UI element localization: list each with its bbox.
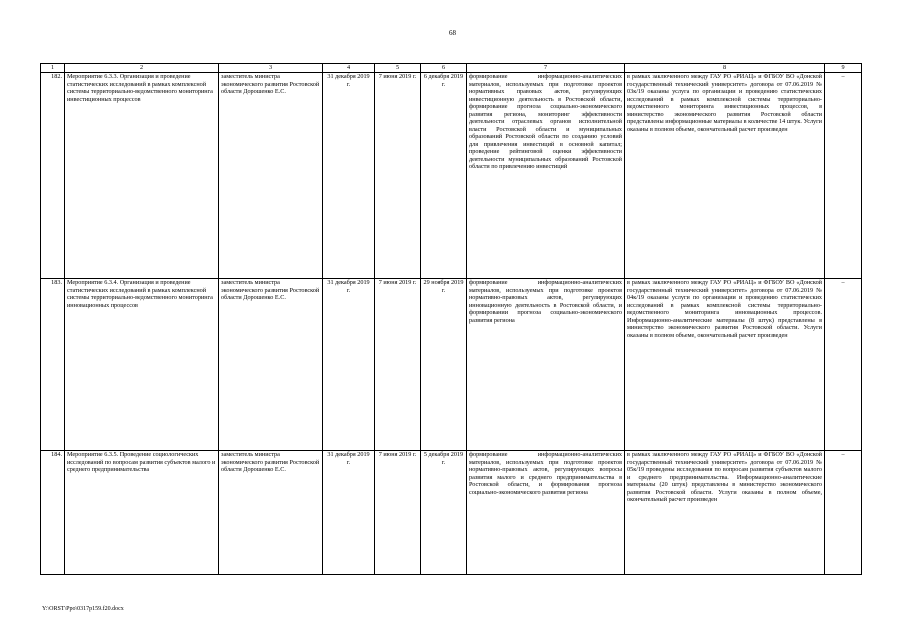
- row-number: 182.: [41, 73, 65, 279]
- actual-date: 5 декабря 2019 г.: [421, 451, 467, 575]
- row-number: 183.: [41, 279, 65, 451]
- planned-date: 31 декабря 2019 г.: [323, 279, 375, 451]
- expected-result: формирование информационно-аналитических материалов, используемых при подготовке проектов нормативных правовых актов, регулирующих инвестиционную деятельность в Ростовской области, формирование прогноза социально-экономического развития региона, мониторинг эффективности деятельности отраслевых органов исполнительной власти Ростовской области и муниципальных образований Ростовской области по созданию условий для привлечения инвестиций в основной капитал; проведение рейтинговой оценки эффективности деятельности муниципальных образований Ростовской области по привлечению инвестиций: [467, 73, 625, 279]
- column-number: 6: [421, 64, 467, 73]
- note: –: [825, 73, 862, 279]
- column-number-row: [41, 64, 862, 73]
- column-number: 7: [467, 64, 625, 73]
- note: –: [825, 451, 862, 575]
- actual-date: 29 ноября 2019 г.: [421, 279, 467, 451]
- column-number: 5: [375, 64, 421, 73]
- column-number: 9: [825, 64, 862, 73]
- event-name: Мероприятие 6.3.3. Организация и проведение статистических исследований в рамках комплексной системы территориально-ведомственного мониторинга инвестиционных процессов: [65, 73, 219, 279]
- table-row: [41, 73, 862, 279]
- responsible-person: заместитель министра экономического развития Ростовской области Дорошенко Е.С.: [219, 279, 323, 451]
- report-table: [40, 63, 862, 575]
- responsible-person: заместитель министра экономического развития Ростовской области Дорошенко Е.С.: [219, 73, 323, 279]
- actual-result: в рамках заключенного между ГАУ РО «РИАЦ» и ФГБОУ ВО «Донской государственный технический университет» договора от 07.06.2019 № 05к/19 проведены исследования по вопросам развития субъектов малого и среднего предпринимательства. Информационно-аналитические материалы (20 штук) представлены в министерство экономического развития Ростовской области. Услуги оказаны в полном объеме, окончательный расчет произведен: [625, 451, 825, 575]
- actual-date: 6 декабря 2019 г.: [421, 73, 467, 279]
- planned-date: 31 декабря 2019 г.: [323, 73, 375, 279]
- column-number: 1: [41, 64, 65, 73]
- event-name: Мероприятие 6.3.5. Проведение социологических исследований по вопросам развития субъектов малого и среднего предпринимательства: [65, 451, 219, 575]
- footer-file-path: Y:\ORST\Ppo\0317p159.f20.docx: [42, 606, 124, 612]
- start-date: 7 июня 2019 г.: [375, 279, 421, 451]
- responsible-person: заместитель министра экономического развития Ростовской области Дорошенко Е.С.: [219, 451, 323, 575]
- actual-result: в рамках заключенного между ГАУ РО «РИАЦ» и ФГБОУ ВО «Донской государственный технический университет» договора от 07.06.2019 № 03к/19 оказаны услуга по организации и проведению статистических исследований в рамках комплексной системы территориально-ведомственного мониторинга инвестиционных процессов, в министерство экономического развития Ростовской области представлены информационные материалы в количестве 14 штук. Услуги оказаны в полном объеме, окончательный расчет произведен: [625, 73, 825, 279]
- page-number: 68: [449, 29, 456, 37]
- expected-result: формирование информационно-аналитических материалов, используемых при подготовке проектов нормативно-правовых актов, регулирующих вопросы развития малого и среднего предпринимательства в Ростовской области, и формирования прогноза социально-экономического развития региона: [467, 451, 625, 575]
- start-date: 7 июня 2019 г.: [375, 451, 421, 575]
- table-row: [41, 279, 862, 451]
- planned-date: 31 декабря 2019 г.: [323, 451, 375, 575]
- column-number: 4: [323, 64, 375, 73]
- column-number: 8: [625, 64, 825, 73]
- actual-result: в рамках заключенного между ГАУ РО «РИАЦ» и ФГБОУ ВО «Донской государственный технический университет» договора от 07.06.2019 № 04к/19 оказаны услуги по организации и проведению статистических исследований в рамках комплексной системы территориально-ведомственного мониторинга инновационных процессов. Информационно-аналитические материалы (8 штук) представлены в министерство экономического развития Ростовской области. Услуги оказаны в полном объеме, окончательный расчет произведен: [625, 279, 825, 451]
- table-row: [41, 451, 862, 575]
- note: –: [825, 279, 862, 451]
- start-date: 7 июня 2019 г.: [375, 73, 421, 279]
- row-number: 184.: [41, 451, 65, 575]
- column-number: 3: [219, 64, 323, 73]
- event-name: Мероприятие 6.3.4. Организация и проведение статистических исследований в рамках комплексной системы территориально-ведомственного мониторинга инновационных процессов: [65, 279, 219, 451]
- column-number: 2: [65, 64, 219, 73]
- expected-result: формирование информационно-аналитических материалов, используемых при подготовке проектов нормативно-правовых актов, регулирующих инновационную деятельность в Ростовской области, и формировании прогноза социально-экономического развития региона: [467, 279, 625, 451]
